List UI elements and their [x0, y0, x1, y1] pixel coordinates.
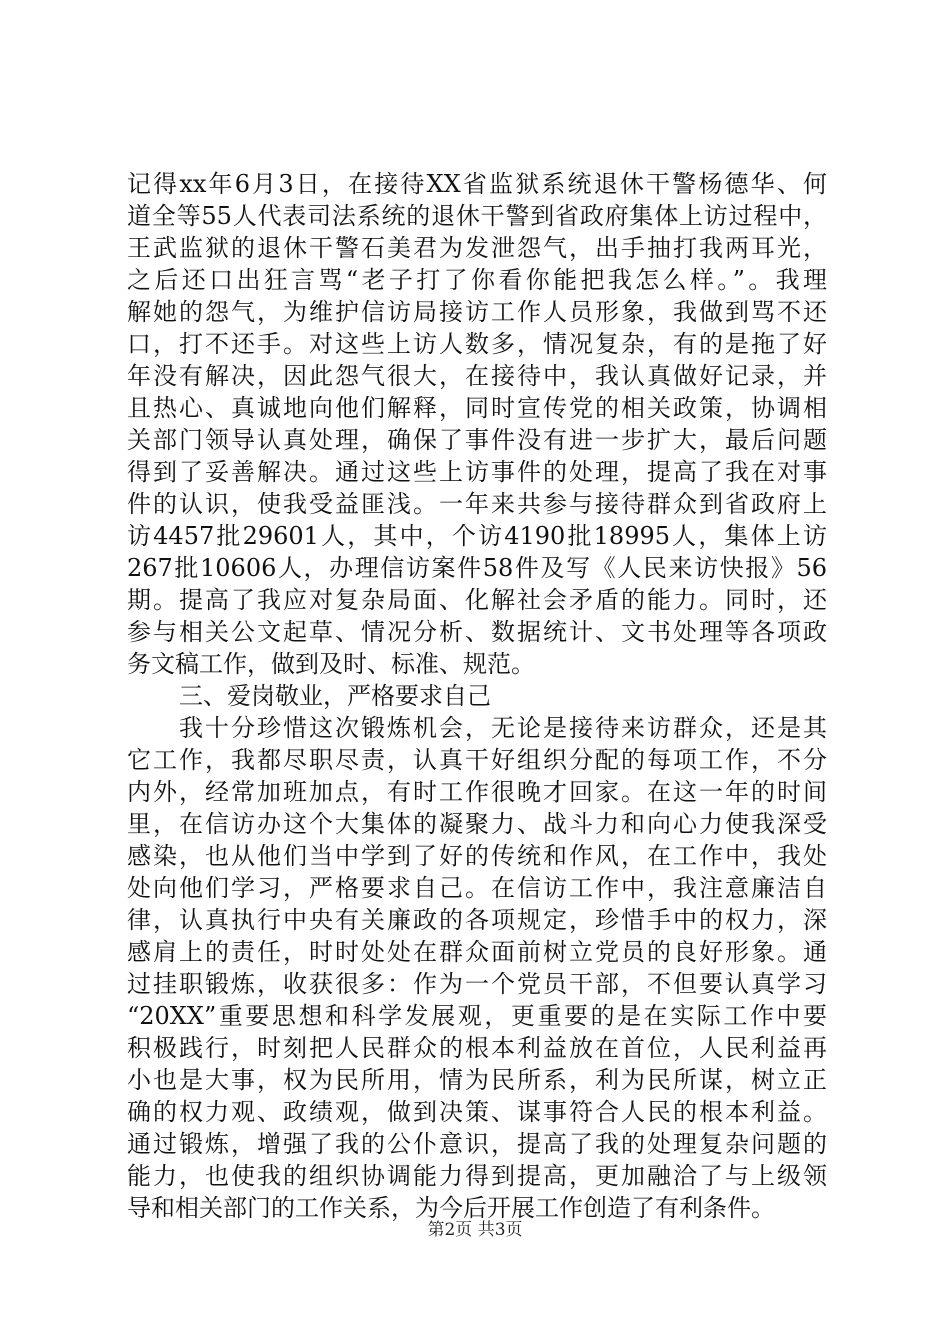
- text-line: 感肩上的责任，时时处处在群众面前树立党员的良好形象。通: [127, 938, 827, 966]
- text-line: 能力，也使我的组织协调能力得到提高，更加融洽了与上级领: [127, 1162, 827, 1190]
- text-line: 记得xx年6月3日，在接待XX省监狱系统退休干警杨德华、何: [127, 170, 827, 198]
- text-line: 感染，也从他们当中学到了好的传统和作风，在工作中，我处: [127, 842, 827, 870]
- text-line: 小也是大事，权为民所用，情为民所系，利为民所谋，树立正: [127, 1066, 827, 1094]
- text-line: 之后还口出狂言骂“老子打了你看你能把我怎么样。”。我理: [127, 266, 827, 294]
- text-line: 关部门领导认真处理，确保了事件没有进一步扩大，最后问题: [127, 426, 827, 454]
- text-line: 期。提高了我应对复杂局面、化解社会矛盾的能力。同时，还: [127, 586, 827, 614]
- text-line: 解她的怨气，为维护信访局接访工作人员形象，我做到骂不还: [127, 298, 827, 326]
- text-line: 务文稿工作，做到及时、标准、规范。: [127, 650, 535, 678]
- text-line: 积极践行，时刻把人民群众的根本利益放在首位，人民利益再: [127, 1034, 827, 1062]
- text-line: 过挂职锻炼，收获很多：作为一个党员干部，不但要认真学习: [127, 970, 827, 998]
- text-line: 得到了妥善解决。通过这些上访事件的处理，提高了我在对事: [127, 458, 827, 486]
- document-body: [127, 168, 827, 1224]
- text-line: 确的权力观、政绩观，做到决策、谋事符合人民的根本利益。: [127, 1098, 827, 1126]
- text-line: 它工作，我都尽职尽责，认真干好组织分配的每项工作，不分: [127, 746, 827, 774]
- text-line: 通过锻炼，增强了我的公仆意识，提高了我的处理复杂问题的: [127, 1130, 827, 1158]
- text-line: 年没有解决，因此怨气很大，在接待中，我认真做好记录，并: [127, 362, 827, 390]
- text-line: 267批10606人，办理信访案件58件及写《人民来访快报》56: [127, 554, 827, 582]
- text-line: 里，在信访办这个大集体的凝聚力、战斗力和向心力使我深受: [127, 810, 827, 838]
- text-line: 访4457批29601人，其中，个访4190批18995人，集体上访: [127, 522, 827, 550]
- section-heading: 三、爱岗敬业，严格要求自己: [179, 682, 491, 710]
- page-number: 第2页 共3页: [427, 1220, 523, 1240]
- text-line: 道全等55人代表司法系统的退休干警到省政府集体上访过程中，: [127, 202, 827, 230]
- text-line: 件的认识，使我受益匪浅。一年来共参与接待群众到省政府上: [127, 490, 827, 518]
- text-line: 内外，经常加班加点，有时工作很晚才回家。在这一年的时间: [127, 778, 827, 806]
- text-line: 口，打不还手。对这些上访人数多，情况复杂，有的是拖了好: [127, 330, 827, 358]
- text-line: “20XX”重要思想和科学发展观，更重要的是在实际工作中要: [127, 1002, 827, 1030]
- text-line: 处向他们学习，严格要求自己。在信访工作中，我注意廉洁自: [127, 874, 827, 902]
- text-line: 王武监狱的退休干警石美君为发泄怨气，出手抽打我两耳光，: [127, 234, 827, 262]
- text-line: 导和相关部门的工作关系，为今后开展工作创造了有利条件。: [127, 1194, 775, 1222]
- text-line: 参与相关公文起草、情况分析、数据统计、文书处理等各项政: [127, 618, 827, 646]
- page-footer: [0, 1218, 950, 1242]
- text-line: 我十分珍惜这次锻炼机会，无论是接待来访群众，还是其: [179, 714, 827, 742]
- text-line: 且热心、真诚地向他们解释，同时宣传党的相关政策，协调相: [127, 394, 827, 422]
- text-line: 律，认真执行中央有关廉政的各项规定，珍惜手中的权力，深: [127, 906, 827, 934]
